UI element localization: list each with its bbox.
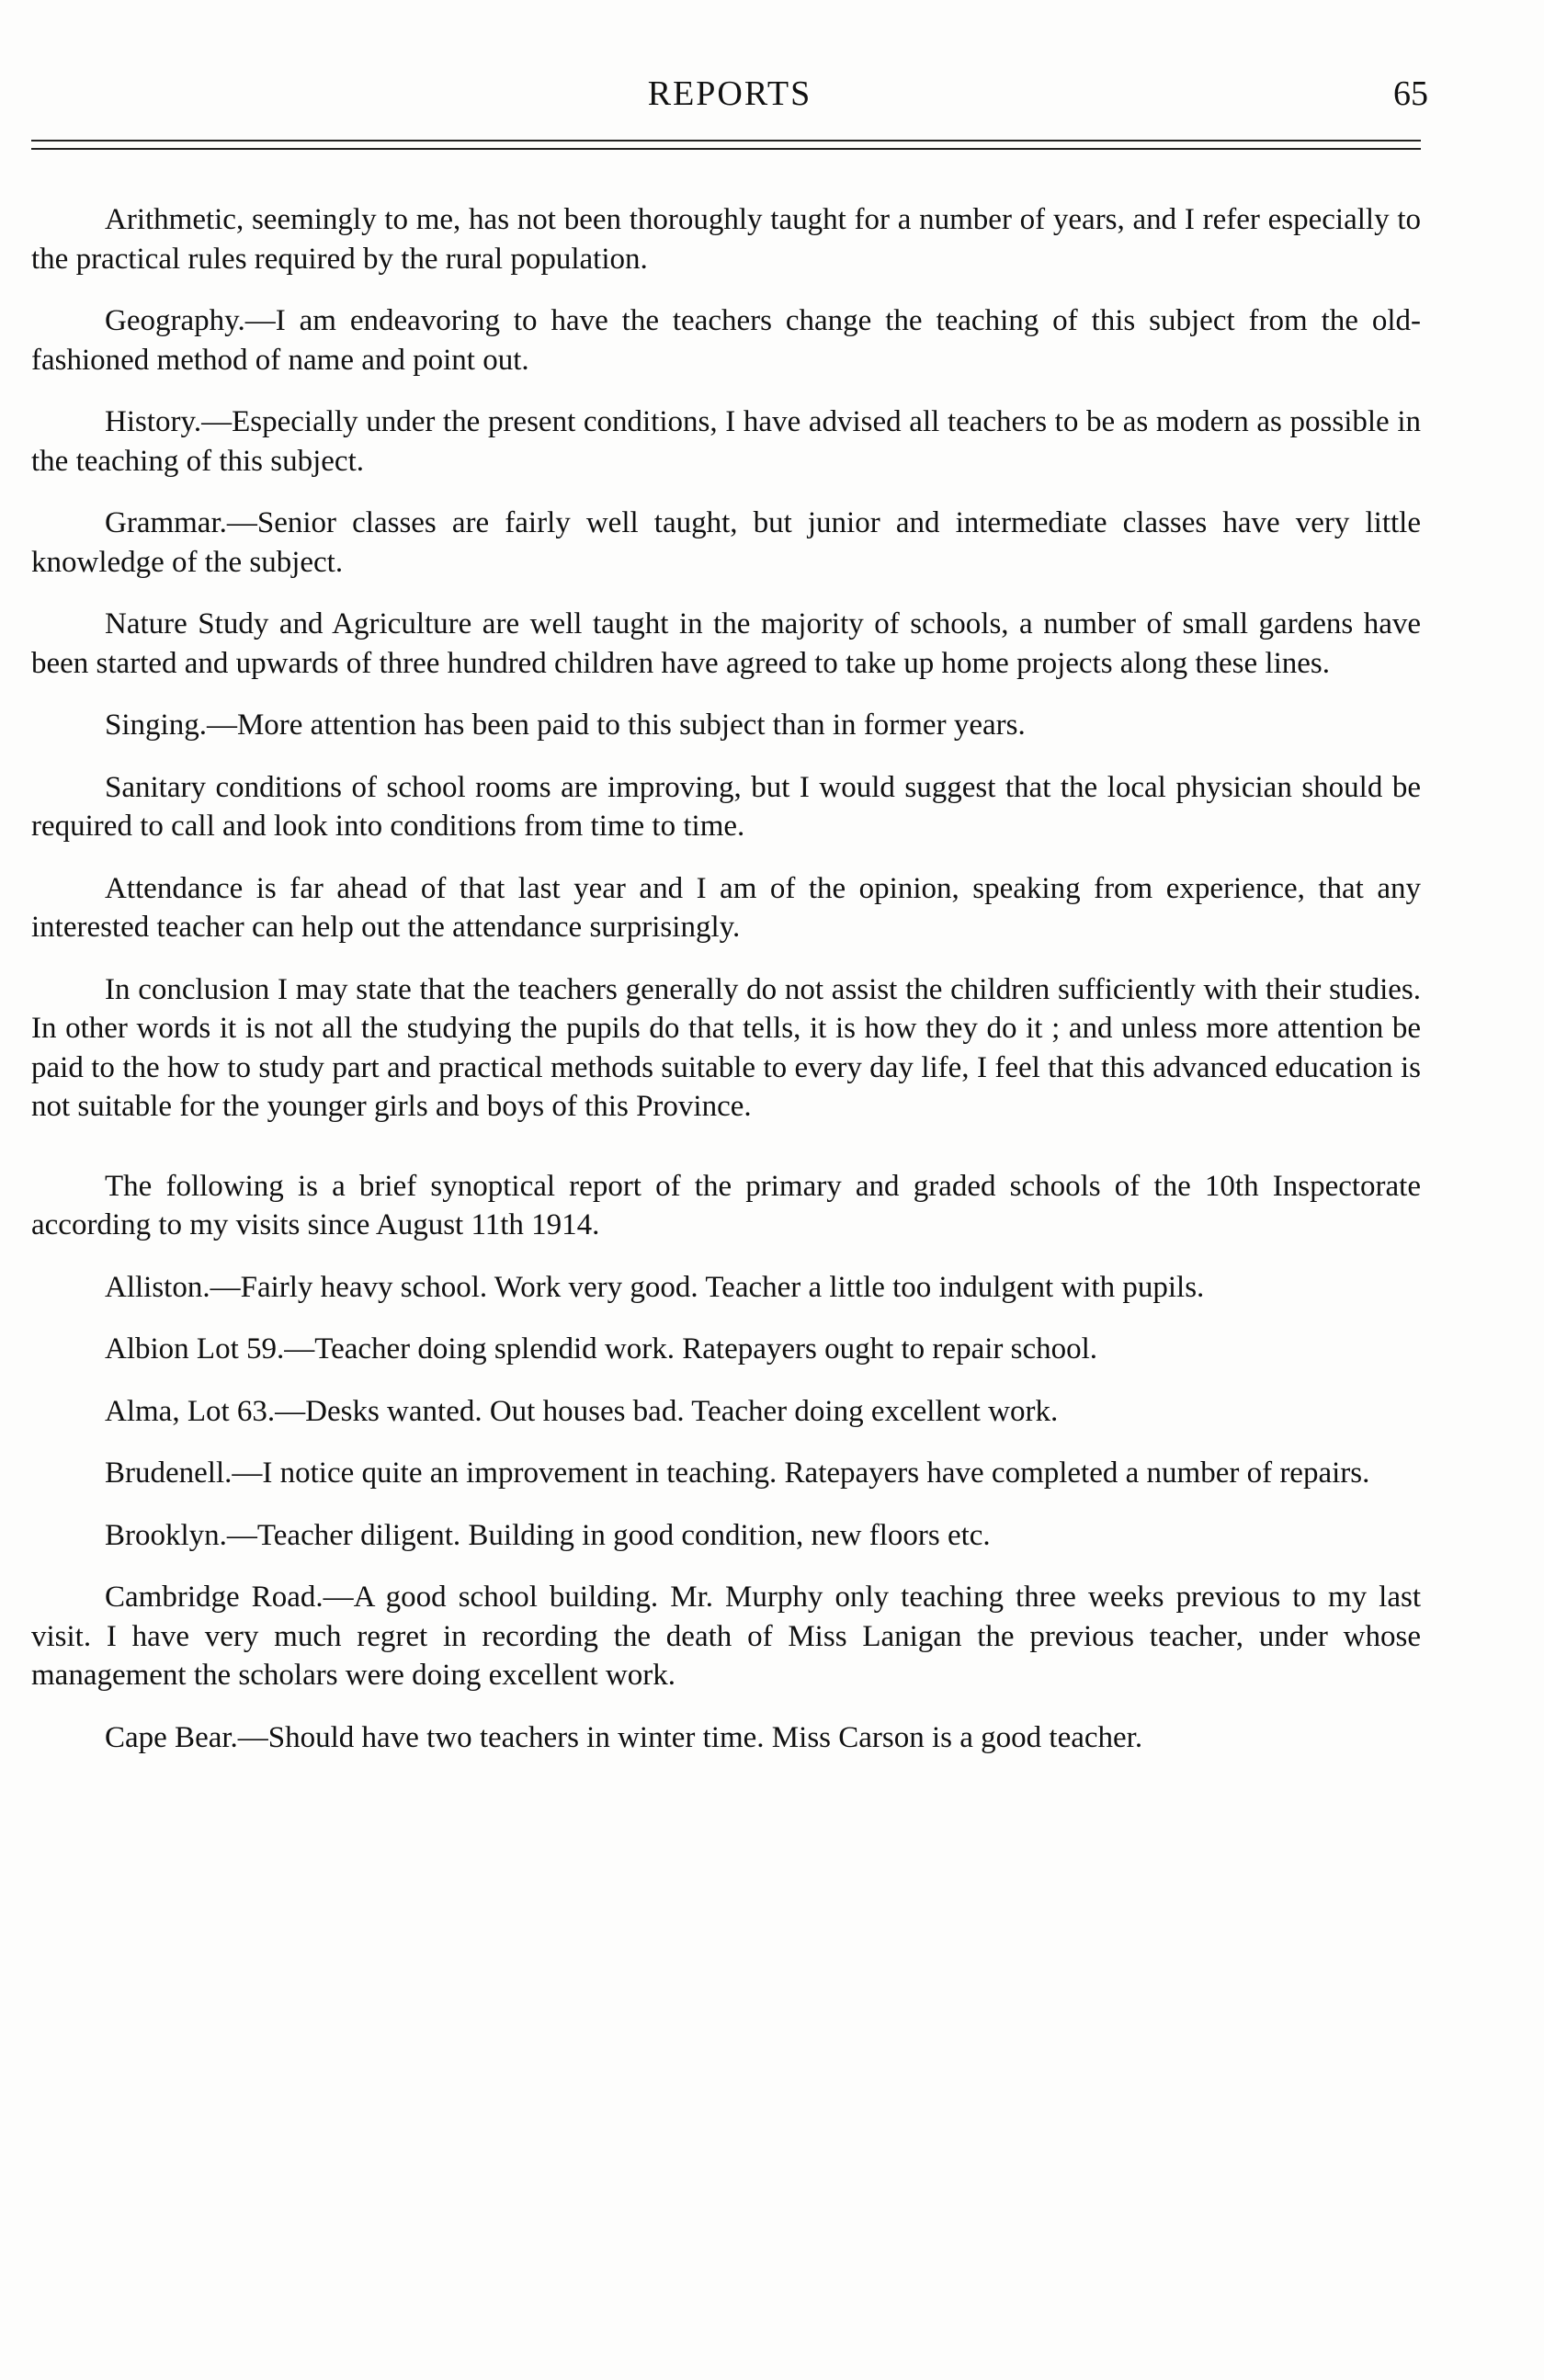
school-entry-alma: Alma, Lot 63.—Desks wanted. Out houses bad. Teacher doing excellent work. bbox=[105, 1394, 1059, 1428]
page-number: 65 bbox=[1393, 74, 1428, 113]
paragraph-geography: Geography.—I am endeavoring to have the teachers change the teaching of this subject from the old-fashioned method of name and point out. bbox=[31, 304, 1421, 377]
header-rule-bottom bbox=[31, 148, 1421, 150]
paragraph-singing: Singing.—More attention has been paid to this subject than in former years. bbox=[105, 708, 1026, 742]
school-entry-brooklyn: Brooklyn.—Teacher diligent. Building in good condition, new floors etc. bbox=[105, 1518, 991, 1552]
school-entry-cambridge-road: Cambridge Road.—A good school building. Mr. Murphy only teaching three weeks previous to my last visit. I have very much regret in recording the death of Miss Lanigan the previous teacher, under whose management the scholars were doing excellent work. bbox=[31, 1581, 1421, 1692]
running-header bbox=[31, 74, 1428, 119]
paragraph-sanitary: Sanitary conditions of school rooms are improving, but I would suggest that the local physician should be required to call and look into conditions from time to time. bbox=[31, 770, 1421, 843]
paragraph-grammar: Grammar.—Senior classes are fairly well taught, but junior and intermediate classes have very little knowledge of the subject. bbox=[31, 506, 1421, 579]
school-entry-cape-bear: Cape Bear.—Should have two teachers in winter time. Miss Carson is a good teacher. bbox=[105, 1720, 1143, 1754]
paragraph-nature-study: Nature Study and Agriculture are well taught in the majority of schools, a number of small gardens have been started and upwards of three hundred children have agreed to take up home projects along these lines. bbox=[31, 607, 1421, 680]
school-entry-albion: Albion Lot 59.—Teacher doing splendid work. Ratepayers ought to repair school. bbox=[105, 1332, 1098, 1366]
paragraph-arithmetic: Arithmetic, seemingly to me, has not been thoroughly taught for a number of years, and I refer especially to the practical rules required by the rural population. bbox=[31, 203, 1421, 276]
header-rule-top bbox=[31, 140, 1421, 142]
running-title: REPORTS bbox=[647, 74, 812, 113]
body-text bbox=[31, 200, 1421, 1780]
paragraph-conclusion: In conclusion I may state that the teachers generally do not assist the children sufficiently with their studies. In other words it is not all the studying the pupils do that tells, it is how they do it ; and unless more attention be paid to the how to study part and practical methods suitable to every day life, I feel that this advanced education is not suitable for the younger girls and boys of this Province. bbox=[31, 972, 1421, 1123]
paragraph-history: History.—Especially under the present conditions, I have advised all teachers to be as modern as possible in the teaching of this subject. bbox=[31, 405, 1421, 478]
school-entry-alliston: Alliston.—Fairly heavy school. Work very good. Teacher a little too indulgent with pupils. bbox=[105, 1270, 1205, 1304]
school-entry-brudenell: Brudenell.—I notice quite an improvement in teaching. Ratepayers have completed a number of repairs. bbox=[105, 1456, 1370, 1490]
paragraph-synoptical-intro: The following is a brief synoptical report of the primary and graded schools of the 10th Inspectorate according to my visits since August 11th 1914. bbox=[31, 1169, 1421, 1241]
paragraph-attendance: Attendance is far ahead of that last year and I am of the opinion, speaking from experience, that any interested teacher can help out the attendance surprisingly. bbox=[31, 871, 1421, 944]
